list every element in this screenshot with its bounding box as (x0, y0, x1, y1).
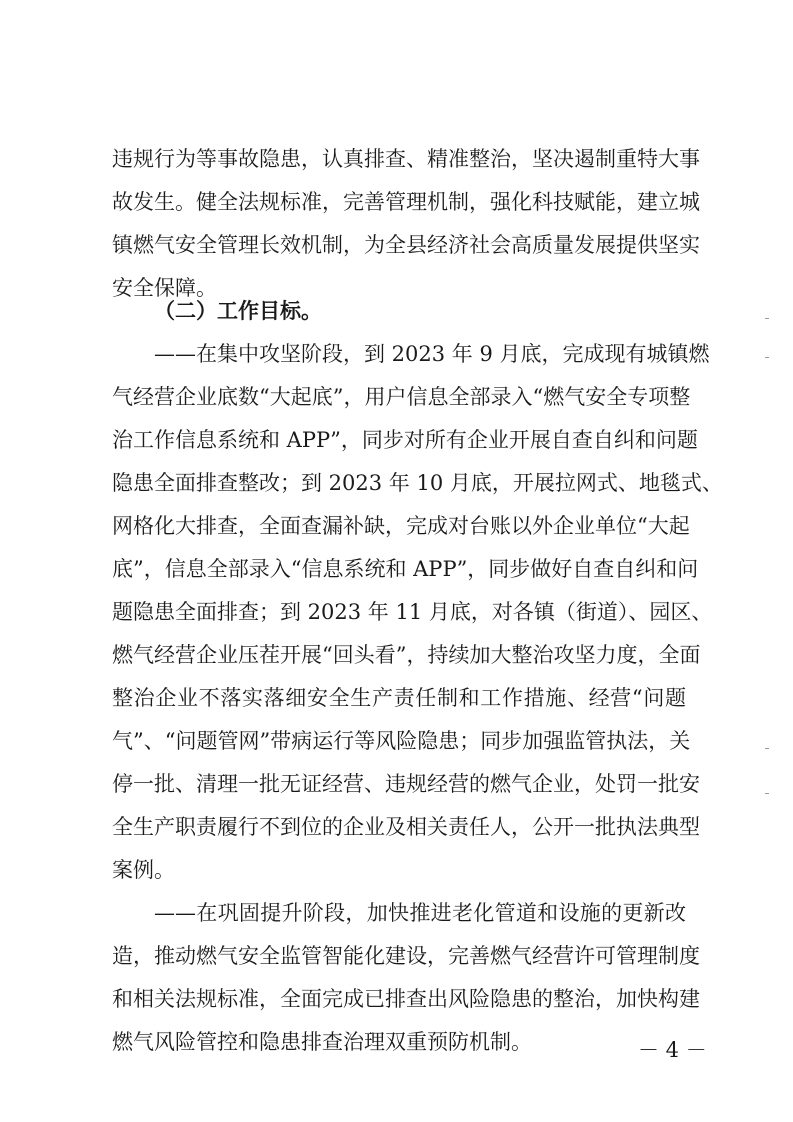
text-line: 燃气经营企业压茬开展“回头看”，持续加大整治攻坚力度，全面 (112, 643, 701, 667)
text-line: ——在巩固提升阶段，加快推进老化管道和设施的更新改 (154, 901, 686, 925)
text-line: 违规行为等事故隐患，认真排查、精准整治，坚决遏制重特大事 (112, 147, 700, 171)
text-line: 和相关法规标准，全面完成已排查出风险隐患的整治，加快构建 (112, 987, 700, 1011)
text-line: 网格化大排查，全面查漏补缺，完成对台账以外企业单位“大起 (112, 514, 690, 538)
text-line: 故发生。健全法规标准，完善管理机制，强化科技赋能，建立城 (112, 190, 700, 214)
text-line: 整治企业不落实落细安全生产责任制和工作措施、经营“问题 (112, 686, 686, 710)
text-line: 气”、“问题管网”带病运行等风险隐患；同步加强监管执法，关 (112, 729, 691, 753)
scan-mark (765, 357, 769, 358)
text-line: 案例。 (112, 858, 175, 882)
text-line: 造，推动燃气安全监管智能化建设，完善燃气经营许可管理制度 (112, 944, 700, 968)
scan-mark (765, 318, 769, 319)
text-line: 隐患全面排查整改；到 2023 年 10 月底，开展拉网式、地毯式、 (112, 471, 723, 495)
text-line: 底”，信息全部录入“信息系统和 APP”，同步做好自查自纠和问 (112, 557, 699, 581)
scan-mark (765, 748, 769, 749)
text-line: 气经营企业底数“大起底”，用户信息全部录入“燃气安全专项整 (112, 385, 691, 409)
text-line: 安全保障。 (112, 276, 217, 300)
text-line: 镇燃气安全管理长效机制，为全县经济社会高质量发展提供坚实 (112, 233, 700, 257)
text-line: 停一批、清理一批无证经营、违规经营的燃气企业，处罚一批安 (112, 772, 700, 796)
text-line: 治工作信息系统和 APP”，同步对所有企业开展自查自纠和问题 (112, 428, 698, 452)
text-line: 燃气风险管控和隐患排查治理双重预防机制。 (112, 1030, 532, 1054)
text-line: ——在集中攻坚阶段，到 2023 年 9 月底，完成现有城镇燃 (154, 342, 710, 366)
text-line: 题隐患全面排查；到 2023 年 11 月底，对各镇（街道）、园区、 (112, 600, 713, 624)
text-line: 全生产职责履行不到位的企业及相关责任人，公开一批执法典型 (112, 815, 700, 839)
page-number: － 4 － (638, 1038, 707, 1062)
section-heading: （二）工作目标。 (154, 298, 322, 323)
scan-mark (765, 793, 769, 794)
